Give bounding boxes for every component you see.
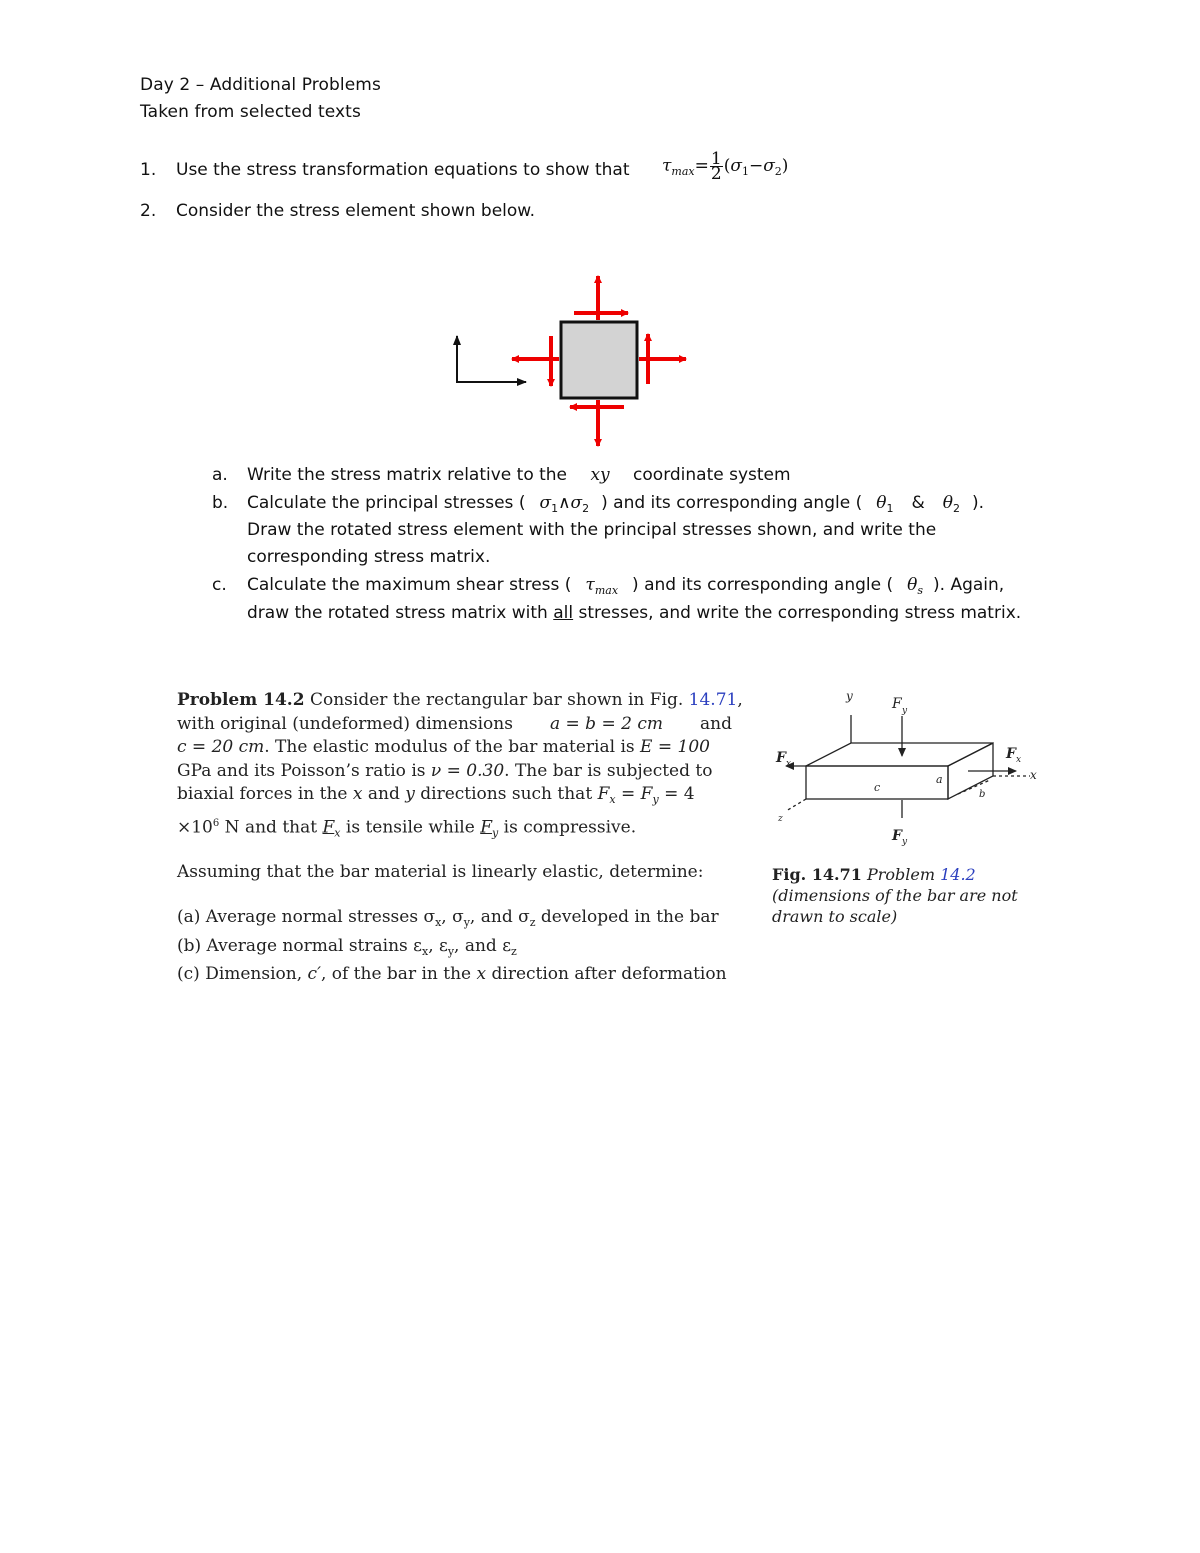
equals-sign: = bbox=[694, 156, 709, 176]
problem-text: , bbox=[737, 690, 743, 710]
part-b-text: , ε bbox=[428, 935, 448, 956]
force-symbol: F bbox=[480, 817, 493, 838]
x-axis-label: x bbox=[1030, 768, 1037, 782]
question-text: Use the stress transformation equations to show that bbox=[176, 160, 630, 180]
force-subscript: x bbox=[609, 793, 616, 806]
force-subscript: y bbox=[652, 793, 659, 806]
minus-sign: − bbox=[748, 156, 764, 176]
part-a-text: , σ bbox=[441, 907, 464, 928]
bar-top-face bbox=[806, 743, 993, 766]
part-c-text: , of the bar in the bbox=[320, 964, 472, 985]
dimension-symbol: c′ bbox=[307, 964, 321, 985]
question-number: 2. bbox=[140, 201, 157, 221]
problem-text: GPa and its Poisson’s ratio is bbox=[177, 760, 426, 781]
subscript: x bbox=[435, 916, 442, 930]
problem-text: biaxial forces in the bbox=[177, 784, 348, 804]
text-pre: Write the stress matrix relative to the bbox=[247, 465, 568, 485]
problem-label: Problem 14.2 bbox=[177, 690, 305, 710]
problem-text: and bbox=[367, 784, 400, 804]
tau-subscript: max bbox=[671, 165, 695, 178]
dimension-math: a = b = 2 cm bbox=[550, 713, 663, 734]
subquestion-label: c. bbox=[212, 575, 227, 595]
text-pre: Calculate the maximum shear stress ( bbox=[247, 575, 572, 595]
part-a-text: (a) Average normal stresses σ bbox=[177, 907, 436, 928]
length-math: c = 20 cm bbox=[177, 737, 265, 757]
sigma-2-subscript: 2 bbox=[582, 502, 590, 515]
subscript: z bbox=[511, 944, 517, 958]
x-symbol: x bbox=[352, 784, 363, 804]
z-axis-line bbox=[786, 799, 806, 811]
figure-reference: 14.71 bbox=[688, 690, 738, 710]
fx-right-subscript: x bbox=[1016, 755, 1022, 765]
problem-text: ×10 bbox=[177, 817, 213, 838]
modulus-math: E = 100 bbox=[640, 737, 710, 757]
text-post: stresses, and write the corresponding stress matrix. bbox=[578, 603, 1022, 623]
exponent: 6 bbox=[212, 817, 220, 829]
force-subscript: y bbox=[492, 826, 499, 840]
theta-2: θ bbox=[942, 493, 953, 513]
text-end: ). Again, bbox=[933, 575, 1005, 595]
force-symbol: = F bbox=[620, 784, 653, 804]
y-symbol: y bbox=[405, 784, 415, 804]
subscript: y bbox=[463, 916, 470, 930]
subquestion-label: b. bbox=[212, 493, 229, 513]
page-subtitle: Taken from selected texts bbox=[140, 102, 361, 122]
subquestion-label: a. bbox=[212, 465, 228, 485]
underlined-all: all bbox=[553, 603, 574, 623]
fx-left-subscript: x bbox=[786, 759, 792, 769]
part-c-text: (c) Dimension, bbox=[177, 964, 303, 985]
subquestion-line2 bbox=[247, 603, 1021, 623]
part-a-text: , and σ bbox=[469, 907, 530, 928]
page-title: Day 2 – Additional Problems bbox=[140, 75, 381, 95]
caption-text: drawn to scale) bbox=[772, 907, 898, 926]
figure-label: Fig. 14.71 bbox=[772, 865, 862, 884]
problem-text: = 4 bbox=[664, 784, 695, 804]
theta-1: θ bbox=[876, 493, 887, 513]
sigma-2: σ bbox=[570, 493, 583, 513]
caption-text: Problem bbox=[866, 865, 936, 884]
problem-assumption: Assuming that the bar material is linearly elastic, determine: bbox=[177, 861, 704, 882]
theta-2-subscript: 2 bbox=[952, 502, 960, 515]
y-axis-label: y bbox=[846, 689, 853, 703]
paren-close: ) bbox=[781, 156, 789, 176]
force-subscript: x bbox=[334, 826, 341, 840]
c-dimension-label: c bbox=[874, 781, 881, 794]
tau-symbol: τ bbox=[662, 156, 672, 176]
subscript: y bbox=[447, 944, 455, 958]
max-shear-equation bbox=[662, 149, 789, 184]
problem-14-2 bbox=[177, 689, 743, 987]
sigma-1-subscript: 1 bbox=[551, 502, 559, 515]
subquestion-line3: corresponding stress matrix. bbox=[247, 547, 491, 567]
subquestion-text bbox=[247, 493, 984, 515]
fraction-half bbox=[710, 149, 723, 184]
subquestion-line2: Draw the rotated stress element with the principal stresses shown, and write the bbox=[247, 520, 937, 540]
problem-text: is tensile while bbox=[345, 817, 475, 838]
text-mid: ) and its corresponding angle ( bbox=[601, 493, 863, 513]
part-a-text: developed in the bar bbox=[540, 907, 719, 928]
fx-right-label: F bbox=[1006, 746, 1016, 762]
z-axis-label: z bbox=[778, 814, 783, 824]
subquestion-text bbox=[247, 575, 1004, 597]
text-post: coordinate system bbox=[633, 465, 791, 485]
text-mid: ) and its corresponding angle ( bbox=[632, 575, 894, 595]
figure-caption bbox=[772, 864, 1032, 927]
problem-text: with original (undeformed) dimensions bbox=[177, 713, 513, 734]
b-dimension-label: b bbox=[979, 789, 986, 800]
problem-text: directions such that bbox=[420, 784, 593, 804]
problem-reference: 14.2 bbox=[940, 865, 976, 884]
a-dimension-label: a bbox=[936, 773, 943, 786]
sigma-1: σ bbox=[730, 156, 742, 176]
sigma-1: σ bbox=[539, 493, 552, 513]
subquestion-text bbox=[247, 465, 791, 485]
fy-top-label: F bbox=[892, 696, 902, 712]
problem-text: . The bar is subjected to bbox=[504, 760, 713, 781]
tau-symbol: τ bbox=[585, 575, 595, 595]
paren-open: ( bbox=[723, 156, 731, 176]
sigma-2-subscript: 2 bbox=[774, 165, 782, 178]
x-symbol: x bbox=[476, 964, 487, 985]
wedge-symbol: ∧ bbox=[558, 493, 571, 513]
text-pre: Calculate the principal stresses ( bbox=[247, 493, 526, 513]
stress-element-diagram bbox=[440, 260, 710, 460]
caption-text: (dimensions of the bar are not bbox=[772, 886, 1018, 905]
theta-subscript: s bbox=[917, 584, 924, 597]
part-b-text: , and ε bbox=[454, 935, 512, 956]
fy-bottom-subscript: y bbox=[902, 837, 908, 847]
ampersand: & bbox=[911, 493, 925, 513]
bar-figure bbox=[765, 680, 1055, 855]
poisson-math: ν = 0.30 bbox=[430, 760, 505, 781]
problem-text: N and that bbox=[224, 817, 318, 838]
question-number: 1. bbox=[140, 160, 157, 180]
question-text: Consider the stress element shown below. bbox=[176, 201, 536, 221]
theta-s: θ bbox=[907, 575, 918, 595]
subscript: z bbox=[529, 916, 536, 930]
fraction-numerator: 1 bbox=[710, 149, 722, 169]
fy-top-subscript: y bbox=[902, 706, 908, 716]
part-b-text: (b) Average normal strains ε bbox=[177, 935, 422, 956]
sigma-1-subscript: 1 bbox=[741, 165, 749, 178]
xy-symbol: xy bbox=[590, 465, 610, 485]
tau-subscript: max bbox=[594, 584, 619, 597]
subscript: x bbox=[421, 944, 429, 958]
part-c-text: direction after deformation bbox=[491, 964, 727, 985]
fx-left-label: F bbox=[776, 750, 786, 766]
problem-text: Consider the rectangular bar shown in Fig. bbox=[309, 690, 684, 710]
text-end: ). bbox=[971, 493, 985, 513]
problem-text: . The elastic modulus of the bar material is bbox=[264, 737, 635, 757]
text-pre: draw the rotated stress matrix with bbox=[247, 603, 548, 623]
force-symbol: F bbox=[322, 817, 335, 838]
problem-text: and bbox=[700, 713, 732, 734]
stress-element-square bbox=[561, 322, 637, 398]
force-symbol: F bbox=[597, 784, 610, 804]
theta-1-subscript: 1 bbox=[886, 502, 894, 515]
fy-bottom-label: F bbox=[892, 828, 902, 844]
sigma-2: σ bbox=[763, 156, 775, 176]
fraction-denominator: 2 bbox=[710, 164, 722, 184]
problem-text: is compressive. bbox=[503, 817, 637, 838]
